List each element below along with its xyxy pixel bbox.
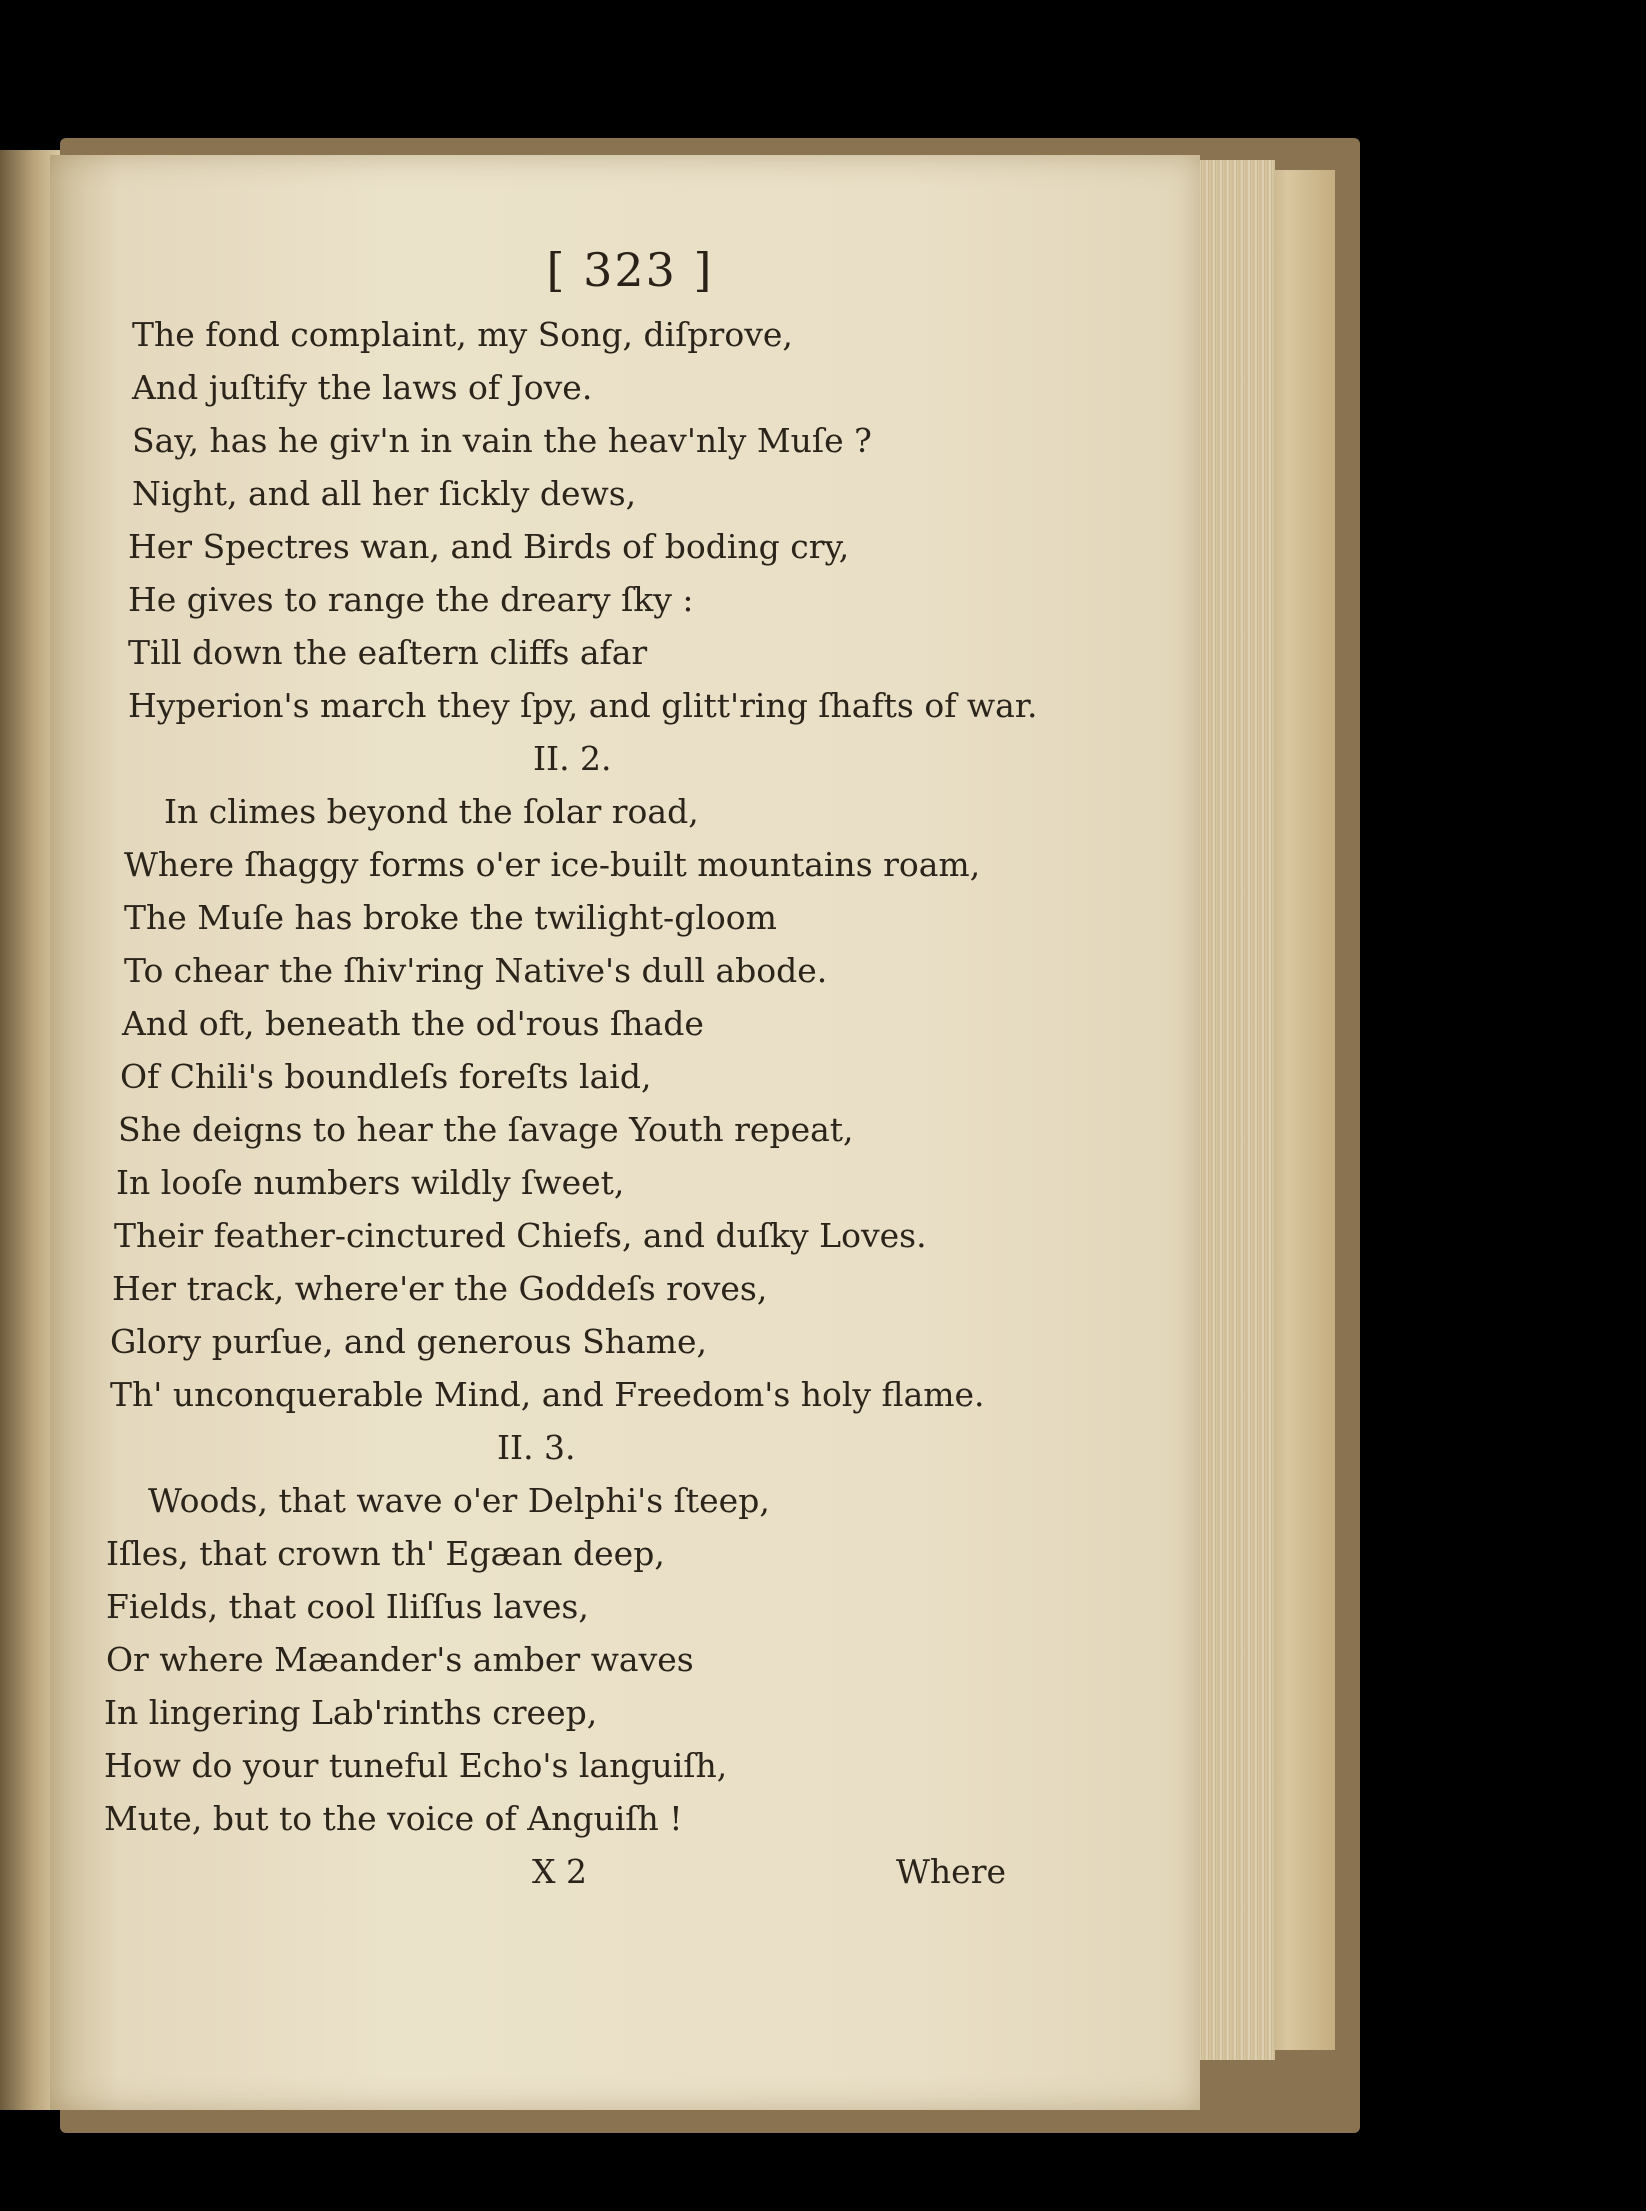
catchword: Where (896, 1852, 1007, 1891)
verse-line: And oft, beneath the od'rous ſhade (122, 1004, 704, 1043)
verse-line: Where ſhaggy forms o'er ice-built mountains roam, (124, 845, 981, 884)
verse-line: Her Spectres wan, and Birds of boding cry, (128, 527, 850, 566)
section-heading: II. 3. (497, 1428, 576, 1467)
verse-line: To chear the ſhiv'ring Native's dull abode. (124, 951, 828, 990)
page-stack (1195, 160, 1275, 2060)
section-heading: II. 2. (533, 739, 612, 778)
verse-line: The fond complaint, my Song, diſprove, (132, 315, 793, 354)
verse-line: She deigns to hear the ſavage Youth repeat, (118, 1110, 854, 1149)
verse-line: Woods, that wave o'er Delphi's ſteep, (148, 1481, 770, 1520)
verse-line: Th' unconquerable Mind, and Freedom's holy flame. (110, 1375, 985, 1414)
verse-line: He gives to range the dreary ſky : (128, 580, 694, 619)
verse-line: Glory purſue, and generous Shame, (110, 1322, 707, 1361)
page-number: [ 323 ] (546, 243, 714, 297)
verse-line: Till down the eaſtern cliffs afar (128, 633, 648, 672)
verse-line: Her track, where'er the Goddeſs roves, (112, 1269, 768, 1308)
verse-line: In looſe numbers wildly ſweet, (116, 1163, 625, 1202)
verse-line: Or where Mæander's amber waves (106, 1640, 694, 1679)
verse-line: Say, has he giv'n in vain the heav'nly Muſe ? (132, 421, 872, 460)
verse-line: The Muſe has broke the twilight-gloom (124, 898, 777, 937)
verse-line: Night, and all her ſickly dews, (132, 474, 637, 513)
verse-line: Fields, that cool Iliſſus laves, (106, 1587, 589, 1626)
verse-line: In climes beyond the ſolar road, (164, 792, 699, 831)
verse-line: And juſtify the laws of Jove. (132, 368, 593, 407)
verse-line: Iſles, that crown th' Egæan deep, (106, 1534, 665, 1573)
verse-line: How do your tuneful Echo's languiſh, (104, 1746, 728, 1785)
verse-line: Hyperion's march they ſpy, and glitt'ring ſhafts of war. (128, 686, 1038, 725)
signature-mark: X 2 (532, 1852, 587, 1891)
verse-line: Of Chili's boundleſs foreſts laid, (120, 1057, 652, 1096)
verse-line: In lingering Lab'rinths creep, (104, 1693, 598, 1732)
verse-line: Mute, but to the voice of Anguiſh ! (104, 1799, 683, 1838)
verse-line: Their feather-cinctured Chiefs, and duſky Loves. (114, 1216, 927, 1255)
